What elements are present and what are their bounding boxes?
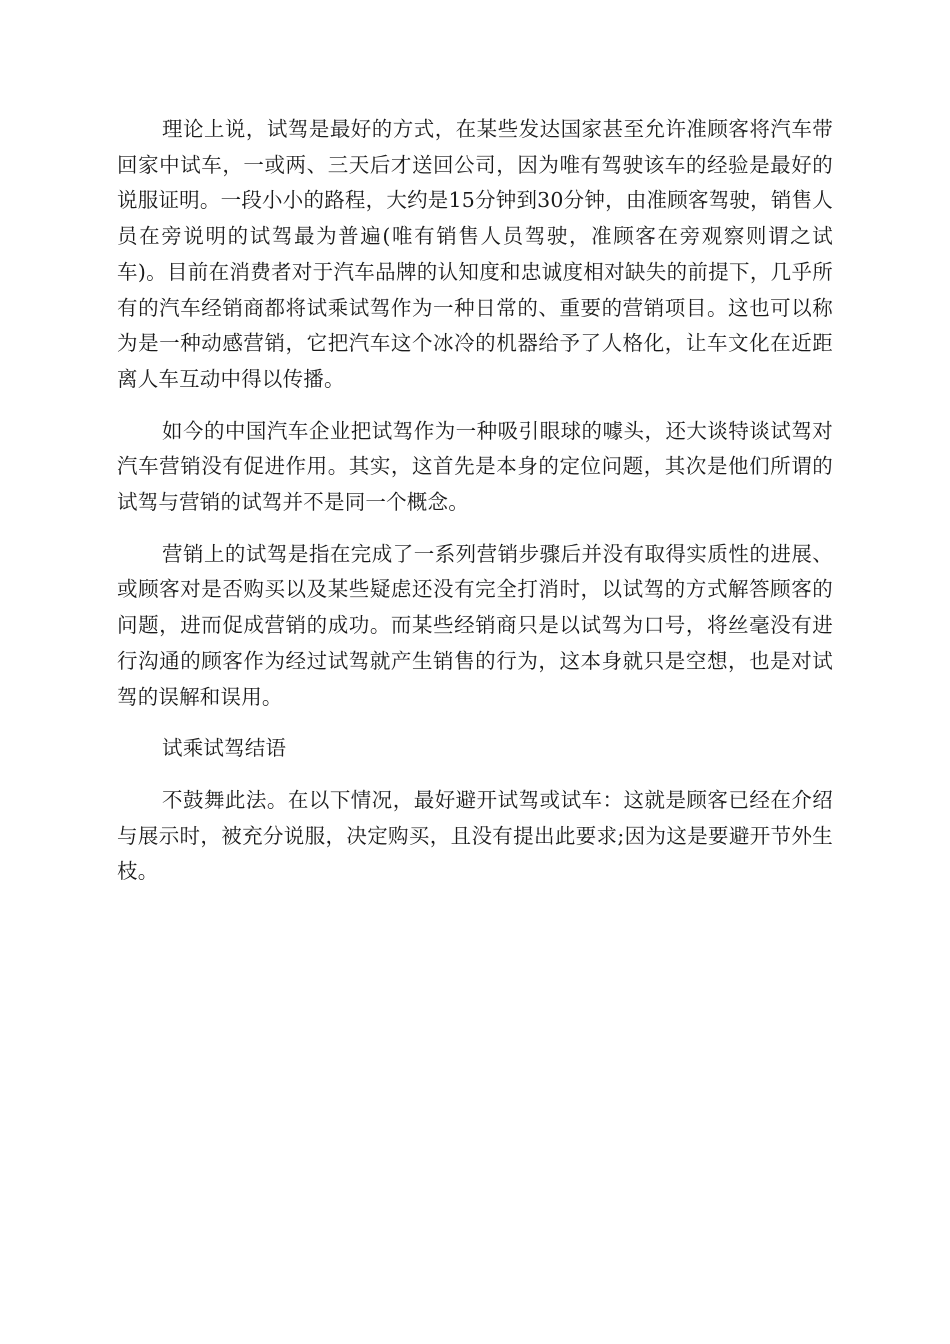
section-heading: 试乘试驾结语 [162, 736, 287, 761]
document-body [117, 112, 833, 906]
paragraph-marketing-test-drive: 营销上的试驾是指在完成了一系列营销步骤后并没有取得实质性的进展、或顾客对是否购买以及某些疑虑还没有完全打消时，以试驾的方式解答顾客的问题，进而促成营销的成功。而某些经销商只是以试驾为口号，将丝毫没有进行沟通的顾客作为经过试驾就产生销售的行为，这本身就只是空想，也是对试驾的误解和误用。 [117, 541, 833, 709]
paragraph-closing: 不鼓舞此法。在以下情况，最好避开试驾或试车：这就是顾客已经在介绍与展示时，被充分说服，决定购买，且没有提出此要求;因为这是要避开节外生枝。 [117, 787, 833, 884]
paragraph-chinese-auto-companies: 如今的中国汽车企业把试驾作为一种吸引眼球的噱头，还大谈特谈试驾对汽车营销没有促进作用。其实，这首先是本身的定位问题，其次是他们所谓的试驾与营销的试驾并不是同一个概念。 [117, 418, 833, 515]
paragraph-test-drive-theory: 理论上说，试驾是最好的方式，在某些发达国家甚至允许准顾客将汽车带回家中试车，一或两、三天后才送回公司，因为唯有驾驶该车的经验是最好的说服证明。一段小小的路程，大约是15分钟到30分钟，由准顾客驾驶，销售人员在旁说明的试驾最为普遍(唯有销售人员驾驶，准顾客在旁观察则谓之试车)。目前在消费者对于汽车品牌的认知度和忠诚度相对缺失的前提下，几乎所有的汽车经销商都将试乘试驾作为一种日常的、重要的营销项目。这也可以称为是一种动感营销，它把汽车这个冰冷的机器给予了人格化，让车文化在近距离人车互动中得以传播。 [117, 117, 833, 391]
